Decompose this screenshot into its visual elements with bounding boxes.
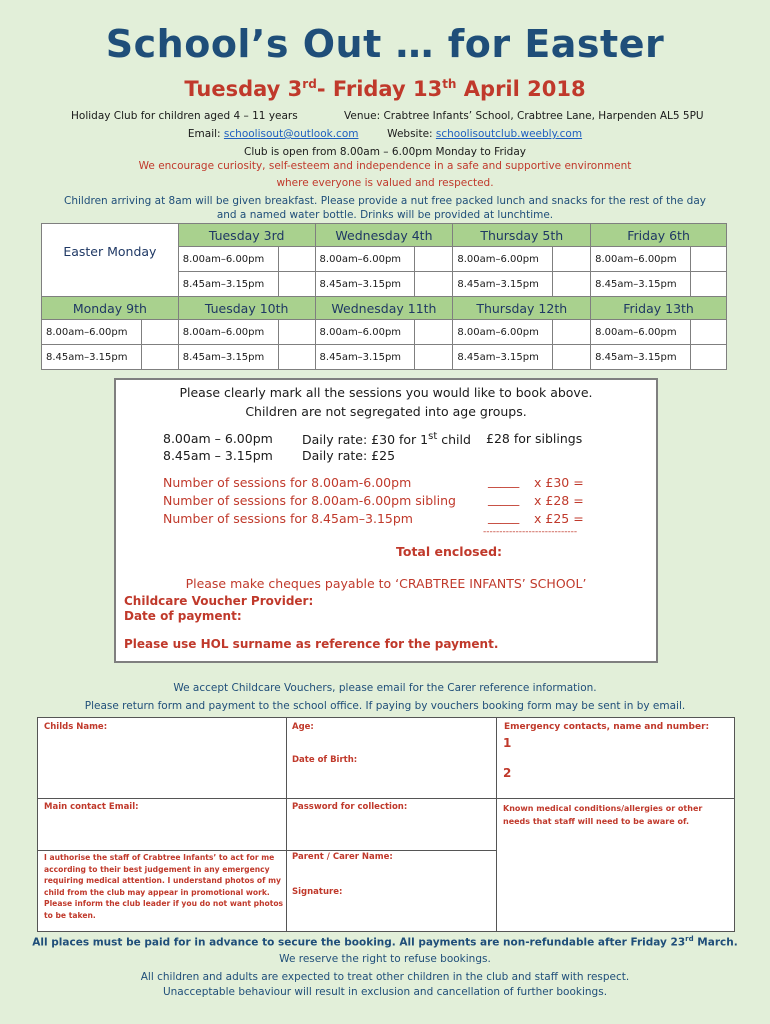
session-checkbox[interactable] xyxy=(278,272,315,297)
authorisation-box xyxy=(38,851,287,931)
page-title: School’s Out … for Easter xyxy=(105,22,665,66)
venue: Venue: Crabtree Infants’ School, Crabtree Lane, Harpenden AL5 5PU xyxy=(344,110,704,122)
session-label: 8.45am–3.15pm xyxy=(453,272,553,297)
day-header: Friday 13th xyxy=(591,297,727,320)
ethos-line-1: We encourage curiosity, self-esteem and independence in a safe and supportive environment xyxy=(138,160,632,172)
session-label: 8.00am–6.00pm xyxy=(315,320,415,345)
session-label: 8.00am–6.00pm xyxy=(42,320,142,345)
registration-form xyxy=(37,717,735,932)
booking-instruction: Please clearly mark all the sessions you would like to book above. xyxy=(179,385,593,400)
session-checkbox[interactable] xyxy=(691,247,727,272)
session-checkbox[interactable] xyxy=(691,320,727,345)
respect-note: All children and adults are expected to treat other children in the club and staff with respect. xyxy=(140,971,630,983)
rate-short: x £25 = xyxy=(534,511,584,526)
session-label: 8.45am–3.15pm xyxy=(315,272,415,297)
voucher-box xyxy=(114,593,658,663)
payment-date-field[interactable]: Date of payment: xyxy=(124,609,242,623)
easter-monday-cell: Easter Monday xyxy=(42,224,179,297)
full-day-time: 8.00am – 6.00pm xyxy=(163,431,273,446)
session-label: 8.45am–3.15pm xyxy=(453,345,553,370)
contact-line: Email: schoolisout@outlook.com Website: schoolisoutclub.weebly.com xyxy=(187,128,583,140)
day-header: Friday 6th xyxy=(591,224,727,247)
day-header: Monday 9th xyxy=(42,297,179,320)
sessions-full-input[interactable]: _____ xyxy=(488,473,520,488)
day-header: Tuesday 10th xyxy=(178,297,315,320)
session-checkbox[interactable] xyxy=(553,345,591,370)
ethos-line-2: where everyone is valued and respected. xyxy=(276,177,494,189)
payment-reference-note: Please use HOL surname as reference for the payment. xyxy=(124,637,499,651)
age-range: Holiday Club for children aged 4 – 11 years xyxy=(71,110,298,122)
session-label: 8.45am–3.15pm xyxy=(315,345,415,370)
signature-label: Signature: xyxy=(292,887,343,897)
refusal-note: We reserve the right to refuse bookings. xyxy=(279,953,491,965)
session-checkbox[interactable] xyxy=(415,247,453,272)
behaviour-note: Unacceptable behaviour will result in exclusion and cancellation of further bookings. xyxy=(162,986,608,998)
session-checkbox[interactable] xyxy=(691,345,727,370)
main-email-field[interactable] xyxy=(38,799,287,851)
payment-terms: All places must be paid for in advance to secure the booking. All payments are non-refundable after Friday 23rd March. xyxy=(32,935,738,949)
day-header: Thursday 12th xyxy=(453,297,591,320)
session-label: 8.45am–3.15pm xyxy=(42,345,142,370)
session-label: 8.00am–6.00pm xyxy=(178,247,278,272)
sessions-sibling-input[interactable]: _____ xyxy=(488,491,520,506)
session-label: 8.45am–3.15pm xyxy=(591,272,691,297)
sessions-sibling-label: Number of sessions for 8.00am-6.00pm sibling xyxy=(163,493,456,508)
session-checkbox[interactable] xyxy=(553,272,591,297)
dob-label: Date of Birth: xyxy=(292,755,358,765)
full-day-rate: Daily rate: £30 for 1st child xyxy=(302,431,471,448)
session-checkbox[interactable] xyxy=(415,320,453,345)
session-checkbox[interactable] xyxy=(415,345,453,370)
medical-conditions-field[interactable] xyxy=(497,799,734,931)
day-header: Wednesday 4th xyxy=(315,224,453,247)
session-checkbox[interactable] xyxy=(553,320,591,345)
sibling-rate: £28 for siblings xyxy=(486,431,583,446)
sessions-full-label: Number of sessions for 8.00am-6.00pm xyxy=(163,475,412,490)
booking-note: Children are not segregated into age groups. xyxy=(245,404,527,419)
session-checkbox[interactable] xyxy=(141,320,178,345)
medical-label: Known medical conditions/allergies or other needs that staff will need to be aware of. xyxy=(503,804,703,826)
session-checkbox[interactable] xyxy=(278,247,315,272)
website-link[interactable]: schoolisoutclub.weebly.com xyxy=(435,128,583,140)
rate-sibling: x £28 = xyxy=(534,493,584,508)
food-line-1: Children arriving at 8am will be given breakfast. Please provide a nut free packed lunch and snacks for the rest of the day xyxy=(64,195,706,207)
session-checkbox[interactable] xyxy=(141,345,178,370)
sessions-short-input[interactable]: _____ xyxy=(488,509,520,524)
session-checkbox[interactable] xyxy=(278,345,315,370)
child-name-field[interactable] xyxy=(38,718,287,799)
short-day-time: 8.45am – 3.15pm xyxy=(163,448,273,463)
session-label: 8.00am–6.00pm xyxy=(453,320,553,345)
total-divider: ----------------------------- xyxy=(483,527,578,537)
cheque-instruction: Please make cheques payable to ‘CRABTREE INFANTS’ SCHOOL’ xyxy=(185,576,587,591)
password-label: Password for collection: xyxy=(292,802,408,812)
day-header: Tuesday 3rd xyxy=(178,224,315,247)
session-label: 8.45am–3.15pm xyxy=(178,272,278,297)
parent-name-label: Parent / Carer Name: xyxy=(292,852,393,862)
booking-box xyxy=(114,378,658,597)
day-header: Thursday 5th xyxy=(453,224,591,247)
session-label: 8.45am–3.15pm xyxy=(591,345,691,370)
session-checkbox[interactable] xyxy=(553,247,591,272)
age-label: Age: xyxy=(292,722,314,732)
emergency-contacts-field[interactable] xyxy=(497,718,734,799)
age-dob-field[interactable] xyxy=(287,718,497,799)
food-line-2: and a named water bottle. Drinks will be provided at lunchtime. xyxy=(216,209,554,221)
session-label: 8.00am–6.00pm xyxy=(178,320,278,345)
emergency-contact-1: 1 xyxy=(503,736,512,750)
total-enclosed[interactable]: Total enclosed: xyxy=(396,544,503,559)
return-info: Please return form and payment to the school office. If paying by vouchers booking form may be sent in by email. xyxy=(84,700,686,712)
voucher-info: We accept Childcare Vouchers, please email for the Carer reference information. xyxy=(173,682,597,694)
email-link[interactable]: schoolisout@outlook.com xyxy=(223,128,359,140)
opening-hours: Club is open from 8.00am – 6.00pm Monday to Friday xyxy=(243,146,526,158)
password-field[interactable] xyxy=(287,799,497,851)
authorisation-text: I authorise the staff of Crabtree Infants’ to act for me according to their best judgement in any emergency requiring medical attention. I understand photos of my child from the club may appear in promotional work. Please inform the club leader if you do not want photos to be taken. xyxy=(44,853,284,920)
child-name-label: Childs Name: xyxy=(44,722,108,732)
session-label: 8.00am–6.00pm xyxy=(591,247,691,272)
session-checkbox[interactable] xyxy=(691,272,727,297)
emergency-label: Emergency contacts, name and number: xyxy=(504,722,710,732)
club-dates: Tuesday 3rd- Friday 13th April 2018 xyxy=(184,77,586,101)
main-email-label: Main contact Email: xyxy=(44,802,139,812)
session-label: 8.45am–3.15pm xyxy=(178,345,278,370)
emergency-contact-2: 2 xyxy=(503,766,512,780)
session-checkbox[interactable] xyxy=(278,320,315,345)
session-label: 8.00am–6.00pm xyxy=(591,320,691,345)
parent-signature-field[interactable] xyxy=(287,851,497,931)
rate-full: x £30 = xyxy=(534,475,584,490)
session-label: 8.00am–6.00pm xyxy=(315,247,415,272)
day-header: Wednesday 11th xyxy=(315,297,453,320)
session-schedule xyxy=(41,223,727,370)
voucher-provider-field[interactable]: Childcare Voucher Provider: xyxy=(124,594,314,608)
sessions-short-label: Number of sessions for 8.45am–3.15pm xyxy=(163,511,413,526)
session-label: 8.00am–6.00pm xyxy=(453,247,553,272)
session-checkbox[interactable] xyxy=(415,272,453,297)
short-day-rate: Daily rate: £25 xyxy=(302,448,396,463)
